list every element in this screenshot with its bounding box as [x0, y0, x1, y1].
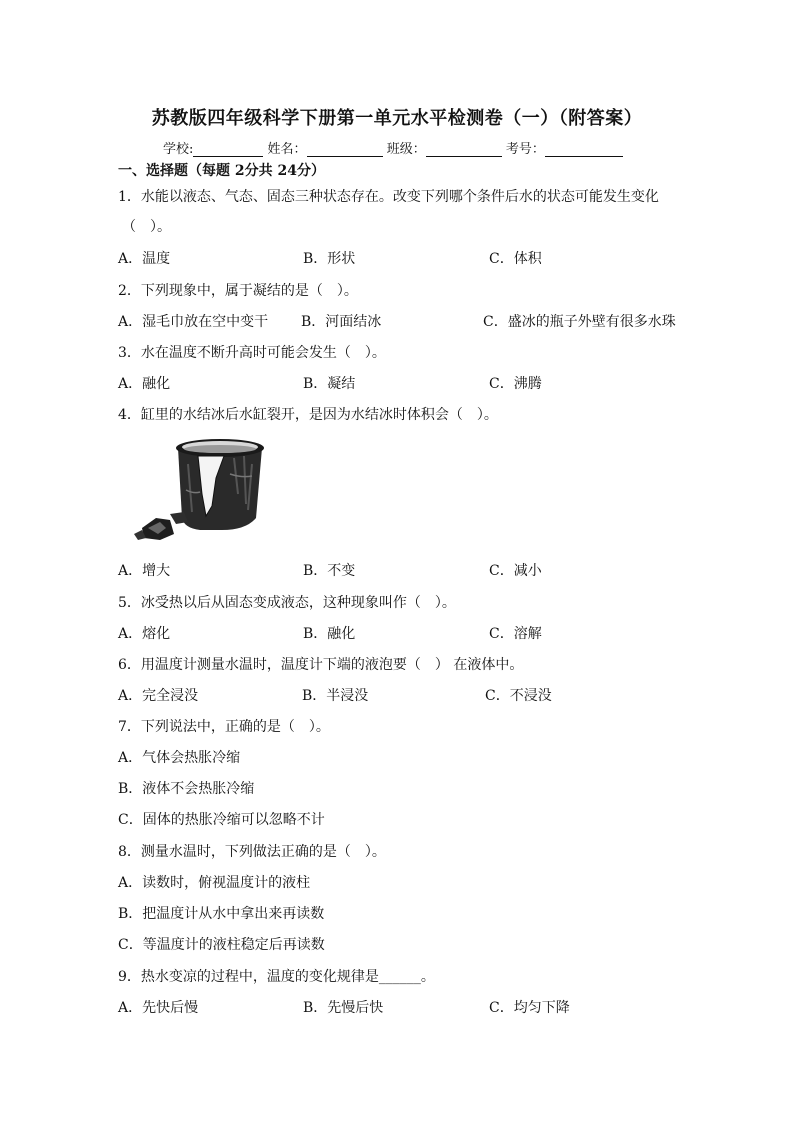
- question-2-option-a[interactable]: A．湿毛巾放在空中变干: [118, 314, 269, 330]
- question-3-option-c[interactable]: C．沸腾: [489, 376, 542, 392]
- question-2-option-c[interactable]: C．盛冰的瓶子外壁有很多水珠: [483, 314, 676, 330]
- class-blank[interactable]: [426, 142, 502, 157]
- question-4-stem: 4．缸里的水结冰后水缸裂开，是因为水结冰时体积会（ ）。: [118, 407, 498, 423]
- question-8-option-c[interactable]: C．等温度计的液柱稳定后再读数: [118, 937, 325, 953]
- cracked-water-jar-icon: [134, 434, 274, 546]
- question-1-option-b[interactable]: B．形状: [303, 251, 356, 267]
- question-4-option-c[interactable]: C．减小: [489, 563, 542, 579]
- question-9-stem: 9．热水变凉的过程中，温度的变化规律是______。: [118, 969, 435, 985]
- question-9-option-c[interactable]: C．均匀下降: [489, 1000, 570, 1016]
- question-6-option-a[interactable]: A．完全浸没: [118, 688, 199, 704]
- question-9-option-a[interactable]: A．先快后慢: [118, 1000, 199, 1016]
- question-5-stem: 5．冰受热以后从固态变成液态，这种现象叫作（ ）。: [118, 595, 456, 611]
- question-5-option-a[interactable]: A．熔化: [118, 626, 171, 642]
- question-7-option-a[interactable]: A．气体会热胀冷缩: [118, 750, 241, 766]
- school-label: 学校:: [163, 142, 194, 157]
- question-6-option-c[interactable]: C．不浸没: [485, 688, 552, 704]
- question-7-option-b[interactable]: B．液体不会热胀冷缩: [118, 781, 255, 797]
- question-3-option-a[interactable]: A．融化: [118, 376, 171, 392]
- student-info-row: [163, 138, 623, 157]
- question-4-option-b[interactable]: B．不变: [303, 563, 356, 579]
- section-heading: 一、选择题（每题 2分共 24分）: [118, 163, 325, 179]
- question-1-stem-cont: （ ）。: [122, 219, 171, 235]
- question-6-option-b[interactable]: B．半浸没: [302, 688, 369, 704]
- question-5-option-c[interactable]: C．溶解: [489, 626, 542, 642]
- question-6-stem: 6．用温度计测量水温时，温度计下端的液泡要（ ） 在液体中。: [118, 657, 524, 673]
- question-9-option-b[interactable]: B．先慢后快: [303, 1000, 384, 1016]
- page-title: 苏教版四年级科学下册第一单元水平检测卷（一）（附答案）: [151, 108, 643, 129]
- question-1-option-c[interactable]: C．体积: [489, 251, 542, 267]
- question-3-stem: 3．水在温度不断升高时可能会发生（ ）。: [118, 345, 386, 361]
- name-blank[interactable]: [307, 142, 383, 157]
- question-7-stem: 7．下列说法中，正确的是（ ）。: [118, 719, 330, 735]
- exam-no-label: 考号：: [505, 142, 545, 157]
- question-8-option-b[interactable]: B．把温度计从水中拿出来再读数: [118, 906, 325, 922]
- school-blank[interactable]: [193, 142, 263, 157]
- name-label: 姓名：: [267, 142, 307, 157]
- question-2-option-b[interactable]: B．河面结冰: [301, 314, 382, 330]
- question-2-stem: 2．下列现象中，属于凝结的是（ ）。: [118, 283, 358, 299]
- question-3-option-b[interactable]: B．凝结: [303, 376, 356, 392]
- question-1-stem: 1．水能以液态、气态、固态三种状态存在。改变下列哪个条件后水的状态可能发生变化: [118, 189, 659, 205]
- exam-no-blank[interactable]: [545, 142, 623, 157]
- question-8-stem: 8．测量水温时，下列做法正确的是（ ）。: [118, 844, 386, 860]
- question-7-option-c[interactable]: C．固体的热胀冷缩可以忽略不计: [118, 812, 325, 828]
- question-1-option-a[interactable]: A．温度: [118, 251, 171, 267]
- question-4-option-a[interactable]: A．增大: [118, 563, 171, 579]
- question-5-option-b[interactable]: B．融化: [303, 626, 356, 642]
- question-8-option-a[interactable]: A．读数时，俯视温度计的液柱: [118, 875, 311, 891]
- class-label: 班级：: [386, 142, 426, 157]
